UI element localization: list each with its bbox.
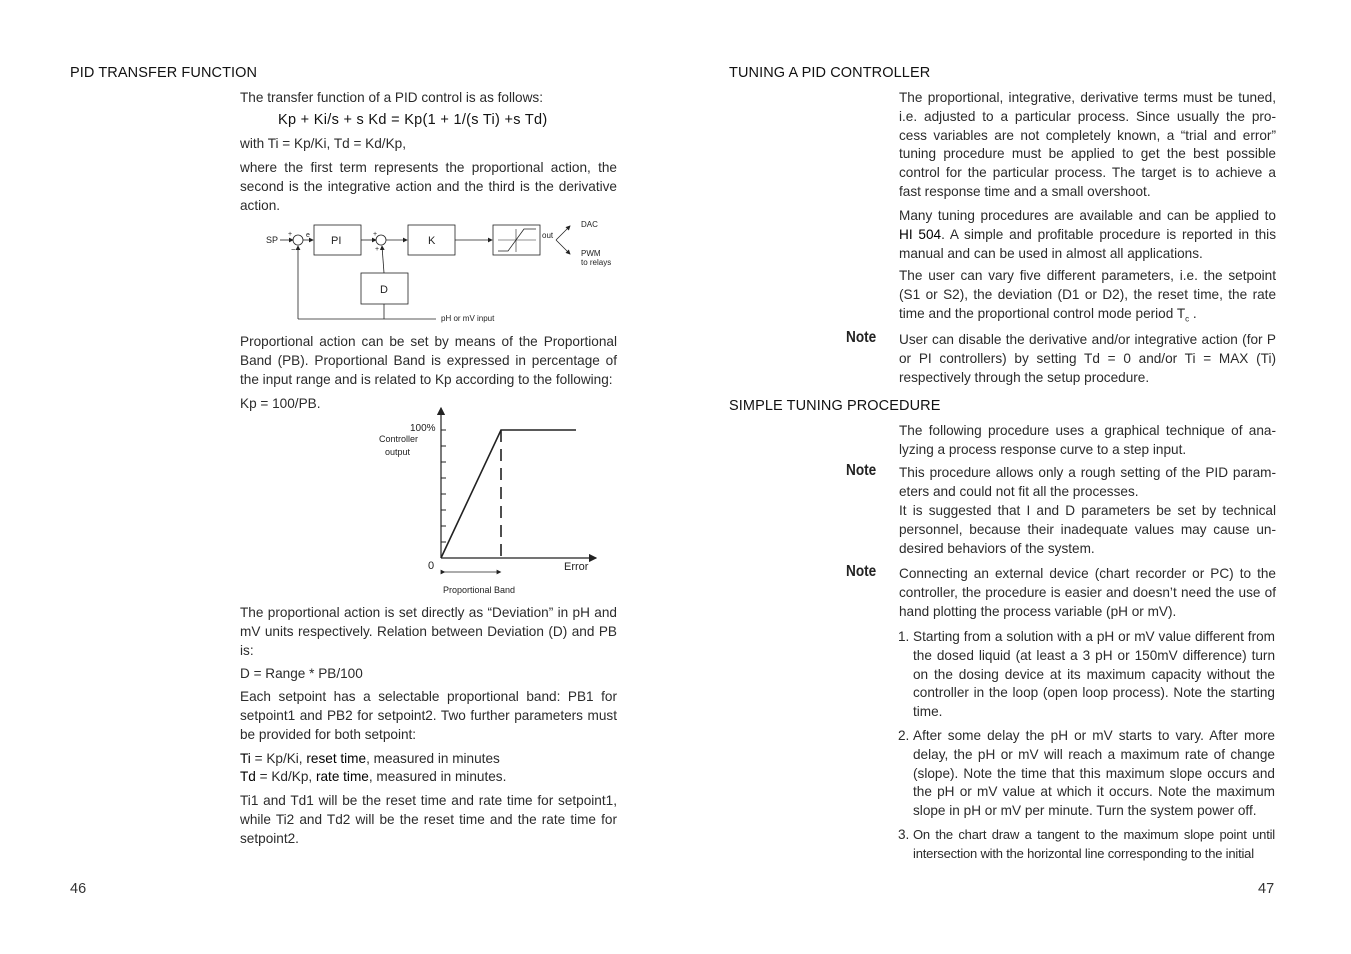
k-label: K <box>428 235 436 247</box>
deviation-paragraph: The proportional action is set directly as “Deviation” in pH and mV units respectively. Relation between Deviation (D) and PB is: <box>240 605 617 658</box>
note-label-1: Note <box>846 329 877 346</box>
ti-formula: = Kp/Ki, <box>250 751 307 766</box>
summing-junction-2 <box>376 235 386 245</box>
hi504-model: HI 504 <box>899 226 942 242</box>
pid-formula: Kp + Ki/s + s Kd = Kp(1 + 1/(s Ti) +s Td) <box>278 112 548 128</box>
reset-time-term: reset time <box>306 751 367 766</box>
step-1-text: Starting from a solution with a pH or mV value different from the dosed liquid (at least a 3 pH or 150mV difference) turn on the dosing device at its maximum capacity without the controller in the loop (open loop process). Note the starting time. <box>913 629 1275 720</box>
out-label: out <box>542 231 554 240</box>
p2-text-a: Many tuning procedures are available and can be applied to <box>899 208 1276 223</box>
origin-label: 0 <box>428 560 435 572</box>
tc-subscript: c <box>1185 314 1190 324</box>
right-page-number: 47 <box>1258 881 1275 897</box>
note-text-1: User can disable the derivative and/or integrative action (for P or PI controllers) by setting Td = 0 and/or Ti = MAX (Ti) respectively through the setup procedure. <box>899 332 1276 385</box>
note-text-2a: This procedure allows only a rough setting of the PID param-eters and could not fit all the processes. <box>899 465 1276 499</box>
step-3-text: On the chart draw a tangent to the maximum slope point until intersection with the horizontal line corresponding to the initial <box>913 827 1275 861</box>
td-symbol: Td <box>240 769 256 784</box>
final-paragraph: Ti1 and Td1 will be the reset time and rate time for setpoint1, while Ti2 and Td2 will be the reset time and the rate time for setpoint2. <box>240 793 617 846</box>
td-units: , measured in minutes. <box>368 769 507 784</box>
pid-block-diagram <box>240 215 630 327</box>
note-text-2b: It is suggested that I and D parameters be set by technical personnel, because their inadequate values may cause un-desired behaviors of the system. <box>899 503 1276 556</box>
with-line: with Ti = Kp/Ki, Td = Kd/Kp, <box>240 136 406 151</box>
to-relays-label: to relays <box>581 258 612 267</box>
td-definition <box>240 768 620 787</box>
proportional-band-chart <box>370 400 610 600</box>
x-axis-label: Error <box>564 561 589 573</box>
rate-time-term: rate time <box>315 769 369 784</box>
ti-symbol: Ti <box>240 751 251 766</box>
simple-tuning-heading: SIMPLE TUNING PROCEDURE <box>729 398 941 414</box>
ti-units: , measured in minutes <box>366 751 500 766</box>
plus-sign-2: + <box>373 231 378 238</box>
error-e-label: e <box>306 232 310 239</box>
simple-tuning-paragraph: The following procedure uses a graphical technique of ana-lyzing a process response curve to a step input. <box>899 423 1276 457</box>
proportional-band-paragraph: Proportional action can be set by means of the Proportional Band (PB). Proportional Band is expressed in percentage of the input range and is related to Kp according to the following: <box>240 334 617 387</box>
step-1-number: 1. <box>898 629 910 644</box>
dac-label: DAC <box>581 220 598 229</box>
left-page-number: 46 <box>70 881 87 897</box>
tuning-paragraph-1: The proportional, integrative, derivative terms must be tuned, i.e. adjusted to a particular process. Since usually the pro-cess variables are not completely known, a “trial and error” tuning procedure must be applied to get the best possible control for the particular process. The target is to achieve a fast response time and a small overshoot. <box>899 90 1276 199</box>
tuning-paragraph-3 <box>899 267 1276 329</box>
note-text-3: Connecting an external device (chart recorder or PC) to the controller, the procedure is easier and doesn’t need the use of hand plotting the process variable (pH or mV). <box>899 566 1276 619</box>
left-page-heading: PID TRANSFER FUNCTION <box>70 65 258 81</box>
kp-equation: Kp = 100/PB. <box>240 396 321 411</box>
step-3-number: 3. <box>898 827 910 842</box>
setpoint-paragraph: Each setpoint has a selectable proportional band: PB1 for setpoint1 and PB2 for setpoint2. Two further parameters must be provided for both setpoint: <box>240 689 617 742</box>
plus-sign-1: + <box>288 231 293 238</box>
terms-paragraph: where the first term represents the proportional action, the second is the integrative action and the third is the derivative action. <box>240 160 617 213</box>
step-2-number: 2. <box>898 728 910 743</box>
ph-mv-input-label: pH or mV input <box>441 314 495 323</box>
p2-text-b: . A simple and profitable procedure is reported in this manual and can be used in almost all applications. <box>899 226 1276 261</box>
summing-junction-1 <box>293 235 303 245</box>
step-2-text: After some delay the pH or mV starts to vary. After more delay, the pH or mV will reach a maximum rate of change (slope). Note the time that this maximum slope occurs and the pH or mV value at which it occurs. Note the maximum slope in pH or mV per minute. Turn the system power off. <box>913 728 1275 819</box>
p3-text: The user can vary five different parameters, i.e. the setpoint (S1 or S2), the deviation (D1 or D2), the reset time, the rate time and the proportional control mode period T <box>899 268 1276 321</box>
step-1 <box>898 628 1276 723</box>
step-2 <box>898 727 1276 822</box>
note-label-3: Note <box>846 563 877 580</box>
sp-label: SP <box>266 235 279 245</box>
y-axis-label-line1: Controller <box>379 434 419 444</box>
pi-label: PI <box>331 235 342 247</box>
minus-sign-1: − <box>291 245 296 254</box>
pwm-label: PWM <box>581 249 601 258</box>
ti-definition <box>240 750 620 769</box>
d-label: D <box>380 284 388 296</box>
controller-output-line <box>441 430 576 558</box>
tuning-heading: TUNING A PID CONTROLLER <box>729 65 931 81</box>
step-3 <box>898 826 1276 864</box>
band-label: Proportional Band <box>443 585 516 595</box>
y-axis-ticks <box>441 430 446 542</box>
deviation-equation: D = Range * PB/100 <box>240 666 363 681</box>
tuning-paragraph-2 <box>899 207 1276 263</box>
note-label-2: Note <box>846 462 877 479</box>
p3-end: . <box>1189 305 1197 321</box>
plus-sign-3: + <box>375 246 380 253</box>
intro-text: The transfer function of a PID control is as follows: <box>240 90 543 105</box>
y-axis-label-line2: output <box>385 447 411 457</box>
td-formula: = Kd/Kp, <box>255 769 316 784</box>
y-tick-100-label: 100% <box>410 423 436 434</box>
